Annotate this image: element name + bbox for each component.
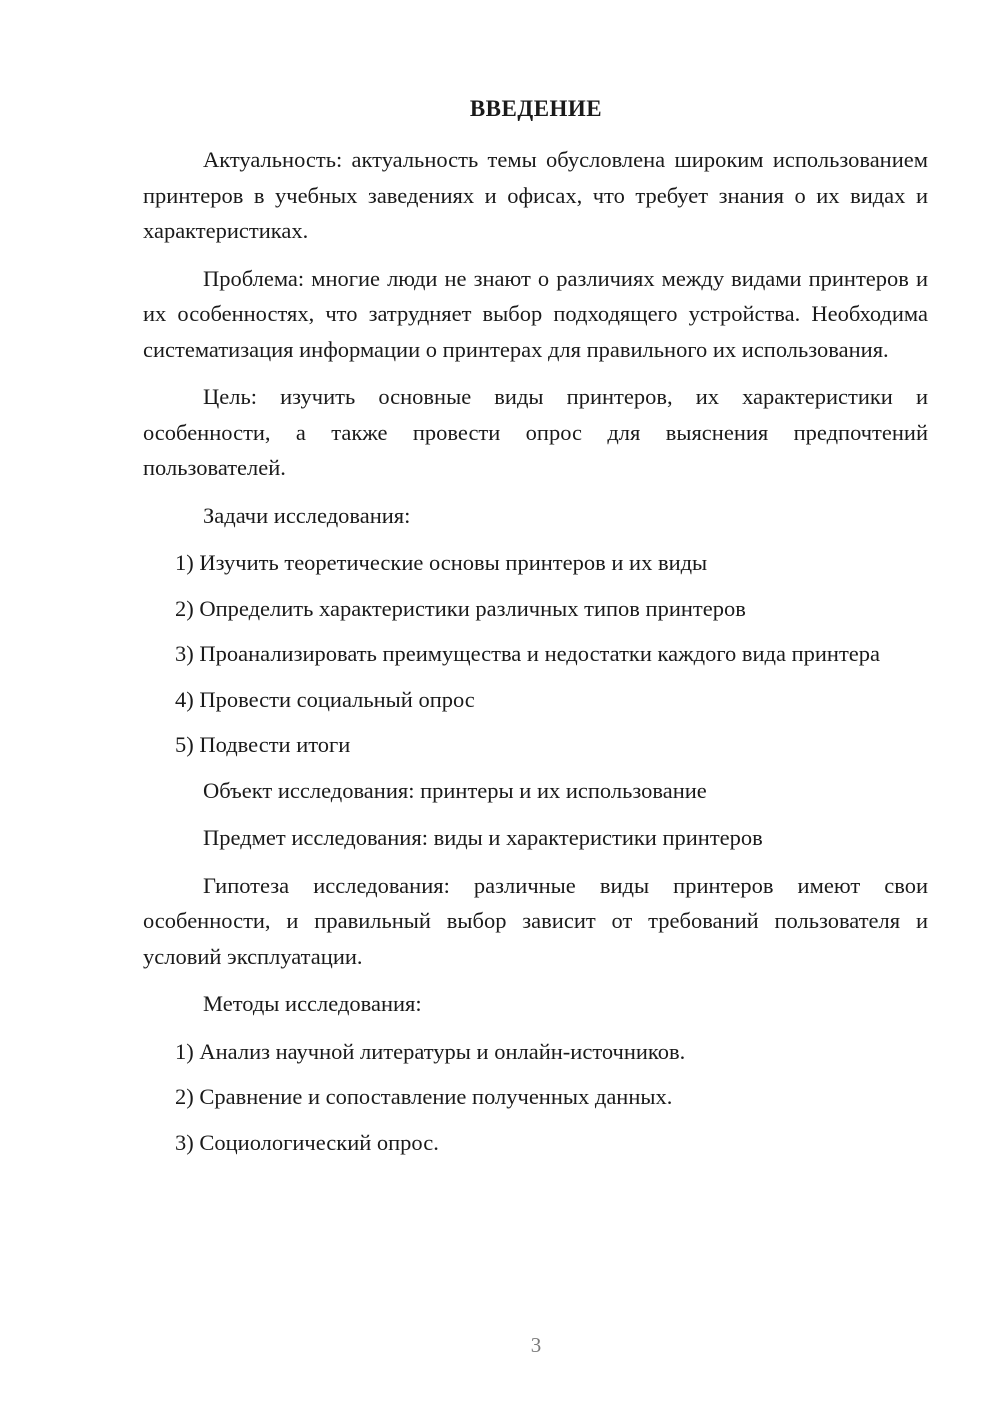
tasks-heading: Задачи исследования: bbox=[203, 502, 411, 528]
paragraph-goal: Цель: изучить основные виды принтеров, их характеристики и особенности, а также провести опрос для выяснения предпочтений пользователей. bbox=[143, 384, 928, 480]
list-item-method-3: 3) Социологический опрос. bbox=[175, 1129, 439, 1155]
paragraph-hypothesis: Гипотеза исследования: различные виды принтеров имеют свои особенности, и правильный выбор зависит от требований пользователя и условий эксплуатации. bbox=[143, 872, 928, 969]
paragraph-problem: Проблема: многие люди не знают о различиях между видами принтеров и их особенностях, что затрудняет выбор подходящего устройства. Необходима систематизация информации о принтерах для правильного их использования. bbox=[143, 265, 928, 362]
methods-heading: Методы исследования: bbox=[203, 991, 422, 1016]
page-title: ВВЕДЕНИЕ bbox=[469, 96, 603, 121]
list-item-task-1: 1) Изучить теоретические основы принтеров и их виды bbox=[175, 550, 708, 575]
paragraph-relevance: Актуальность: актуальность темы обусловлена широким использованием принтеров в учебных заведениях и офисах, что требует знания о их видах и характеристиках. bbox=[143, 147, 928, 243]
list-item-task-5: 5) Подвести итоги bbox=[175, 732, 351, 757]
list-item-method-2: 2) Сравнение и сопоставление полученных данных. bbox=[175, 1084, 673, 1109]
page-number: 3 bbox=[530, 1333, 542, 1357]
list-item-task-4: 4) Провести социальный опрос bbox=[175, 686, 475, 712]
paragraph-object: Объект исследования: принтеры и их использование bbox=[203, 777, 707, 803]
list-item-task-3: 3) Проанализировать преимущества и недостатки каждого вида принтера bbox=[175, 641, 881, 666]
list-item-method-1: 1) Анализ научной литературы и онлайн-источников. bbox=[175, 1038, 686, 1064]
list-item-task-2: 2) Определить характеристики различных типов принтеров bbox=[175, 595, 746, 621]
paragraph-subject: Предмет исследования: виды и характеристики принтеров bbox=[203, 825, 763, 850]
document-body bbox=[143, 142, 928, 1170]
